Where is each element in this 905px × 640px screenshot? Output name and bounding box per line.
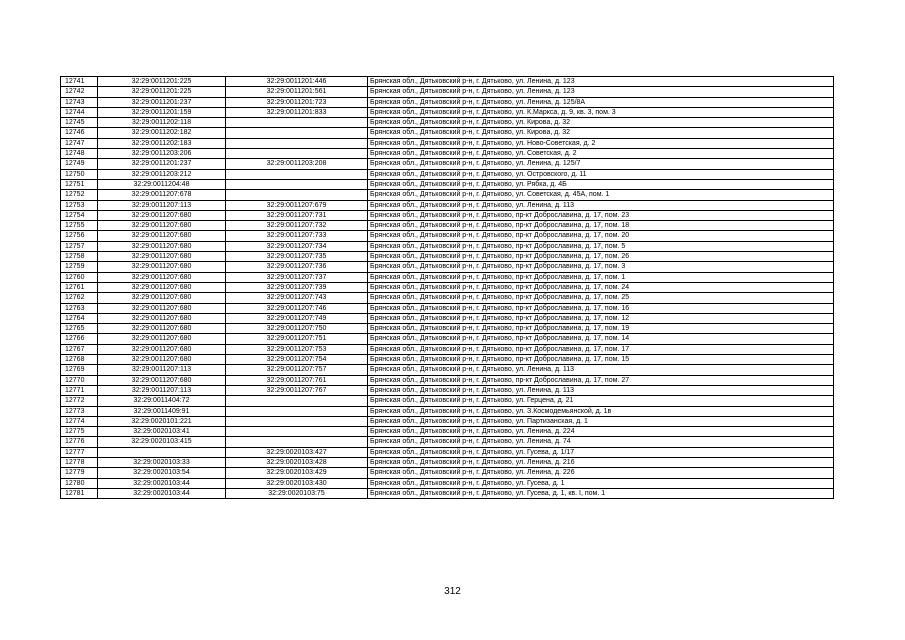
address-cell: Брянская обл., Дятьковский р-н, г. Дятьково, пр-кт Доброславина, д. 17, пом. 26 — [368, 252, 834, 262]
address-cell: Брянская обл., Дятьковский р-н, г. Дятьково, ул. Гусева, д. 1, кв. I, пом. 1 — [368, 488, 834, 498]
address-cell: Брянская обл., Дятьковский р-н, г. Дятьково, пр-кт Доброславина, д. 17, пом. 20 — [368, 231, 834, 241]
row-number-cell: 12748 — [61, 149, 98, 159]
parcel-number-cell: 32:29:0011207:680 — [98, 241, 226, 251]
table-row — [61, 149, 834, 159]
object-number-cell: 32:29:0011207:734 — [226, 241, 368, 251]
parcel-number-cell: 32:29:0020103:41 — [98, 427, 226, 437]
parcel-number-cell — [98, 447, 226, 457]
table-row — [61, 179, 834, 189]
address-cell: Брянская обл., Дятьковский р-н, г. Дятьково, пр-кт Доброславина, д. 17, пом. 12 — [368, 313, 834, 323]
row-number-cell: 12776 — [61, 437, 98, 447]
row-number-cell: 12761 — [61, 282, 98, 292]
parcel-number-cell: 32:29:0011201:159 — [98, 107, 226, 117]
address-cell: Брянская обл., Дятьковский р-н, г. Дятьково, пр-кт Доброславина, д. 17, пом. 1 — [368, 272, 834, 282]
parcel-number-cell: 32:29:0011207:680 — [98, 313, 226, 323]
object-number-cell: 32:29:0011207:736 — [226, 262, 368, 272]
parcel-number-cell: 32:29:0011207:680 — [98, 252, 226, 262]
table-row — [61, 128, 834, 138]
parcel-number-cell: 32:29:0011203:206 — [98, 149, 226, 159]
parcel-number-cell: 32:29:0011207:680 — [98, 210, 226, 220]
object-number-cell: 32:29:0020103:428 — [226, 457, 368, 467]
object-number-cell — [226, 179, 368, 189]
address-cell: Брянская обл., Дятьковский р-н, г. Дятьково, ул. Рябка, д. 4Б — [368, 179, 834, 189]
address-cell: Брянская обл., Дятьковский р-н, г. Дятьково, ул. Советская, д. 2 — [368, 149, 834, 159]
table-row — [61, 406, 834, 416]
parcel-number-cell: 32:29:0011207:113 — [98, 200, 226, 210]
address-cell: Брянская обл., Дятьковский р-н, г. Дятьково, ул. Ленина, д. 113 — [368, 200, 834, 210]
row-number-cell: 12775 — [61, 427, 98, 437]
table-row — [61, 272, 834, 282]
row-number-cell: 12751 — [61, 179, 98, 189]
address-cell: Брянская обл., Дятьковский р-н, г. Дятьково, пр-кт Доброславина, д. 17, пом. 27 — [368, 375, 834, 385]
address-cell: Брянская обл., Дятьковский р-н, г. Дятьково, пр-кт Доброславина, д. 17, пом. 3 — [368, 262, 834, 272]
row-number-cell: 12763 — [61, 303, 98, 313]
row-number-cell: 12759 — [61, 262, 98, 272]
parcel-number-cell: 32:29:0011207:680 — [98, 324, 226, 334]
object-number-cell — [226, 190, 368, 200]
object-number-cell — [226, 406, 368, 416]
address-cell: Брянская обл., Дятьковский р-н, г. Дятьково, пр-кт Доброславина, д. 17, пом. 19 — [368, 324, 834, 334]
table-row — [61, 282, 834, 292]
table-row — [61, 252, 834, 262]
row-number-cell: 12762 — [61, 293, 98, 303]
object-number-cell — [226, 416, 368, 426]
object-number-cell: 32:29:0011207:735 — [226, 252, 368, 262]
row-number-cell: 12757 — [61, 241, 98, 251]
object-number-cell: 32:29:0011207:767 — [226, 385, 368, 395]
row-number-cell: 12770 — [61, 375, 98, 385]
address-cell: Брянская обл., Дятьковский р-н, г. Дятьково, пр-кт Доброславина, д. 17, пом. 24 — [368, 282, 834, 292]
object-number-cell: 32:29:0011207:746 — [226, 303, 368, 313]
row-number-cell: 12744 — [61, 107, 98, 117]
object-number-cell: 32:29:0011201:833 — [226, 107, 368, 117]
table-row — [61, 77, 834, 87]
table-row — [61, 468, 834, 478]
parcel-number-cell: 32:29:0020103:33 — [98, 457, 226, 467]
row-number-cell: 12758 — [61, 252, 98, 262]
parcel-number-cell: 32:29:0011207:680 — [98, 262, 226, 272]
table-row — [61, 190, 834, 200]
address-cell: Брянская обл., Дятьковский р-н, г. Дятьково, пр-кт Доброславина, д. 17, пом. 25 — [368, 293, 834, 303]
address-cell: Брянская обл., Дятьковский р-н, г. Дятьково, ул. Кирова, д. 32 — [368, 128, 834, 138]
address-cell: Брянская обл., Дятьковский р-н, г. Дятьково, пр-кт Доброславина, д. 17, пом. 18 — [368, 221, 834, 231]
parcel-number-cell: 32:29:0020103:44 — [98, 478, 226, 488]
parcel-number-cell: 32:29:0011207:680 — [98, 303, 226, 313]
row-number-cell: 12742 — [61, 87, 98, 97]
parcel-number-cell: 32:29:0011409:91 — [98, 406, 226, 416]
parcel-number-cell: 32:29:0011207:680 — [98, 355, 226, 365]
row-number-cell: 12745 — [61, 118, 98, 128]
address-cell: Брянская обл., Дятьковский р-н, г. Дятьково, ул. Ленина, д. 226 — [368, 468, 834, 478]
parcel-number-cell: 32:29:0011201:237 — [98, 97, 226, 107]
table-row — [61, 303, 834, 313]
table-row — [61, 159, 834, 169]
object-number-cell — [226, 169, 368, 179]
address-cell: Брянская обл., Дятьковский р-н, г. Дятьково, ул. Гусева, д. 1/17 — [368, 447, 834, 457]
parcel-number-cell: 32:29:0011201:225 — [98, 77, 226, 87]
table-row — [61, 324, 834, 334]
table-row — [61, 334, 834, 344]
row-number-cell: 12752 — [61, 190, 98, 200]
parcel-number-cell: 32:29:0011201:225 — [98, 87, 226, 97]
object-number-cell — [226, 118, 368, 128]
parcel-number-cell: 32:29:0011207:680 — [98, 375, 226, 385]
table-row — [61, 97, 834, 107]
address-cell: Брянская обл., Дятьковский р-н, г. Дятьково, ул. Герцена, д. 21 — [368, 396, 834, 406]
row-number-cell: 12749 — [61, 159, 98, 169]
table-row — [61, 437, 834, 447]
object-number-cell: 32:29:0020103:427 — [226, 447, 368, 457]
object-number-cell: 32:29:0011207:749 — [226, 313, 368, 323]
object-number-cell: 32:29:0011207:679 — [226, 200, 368, 210]
object-number-cell — [226, 437, 368, 447]
parcel-number-cell: 32:29:0020103:54 — [98, 468, 226, 478]
object-number-cell — [226, 427, 368, 437]
address-cell: Брянская обл., Дятьковский р-н, г. Дятьково, ул. Партизанская, д. 1 — [368, 416, 834, 426]
table-row — [61, 478, 834, 488]
address-cell: Брянская обл., Дятьковский р-н, г. Дятьково, ул. Советская, д. 45А, пом. 1 — [368, 190, 834, 200]
address-cell: Брянская обл., Дятьковский р-н, г. Дятьково, ул. Ленина, д. 216 — [368, 457, 834, 467]
parcel-number-cell: 32:29:0011207:678 — [98, 190, 226, 200]
parcel-number-cell: 32:29:0011207:680 — [98, 272, 226, 282]
address-cell: Брянская обл., Дятьковский р-н, г. Дятьково, ул. Островского, д. 11 — [368, 169, 834, 179]
table-row — [61, 355, 834, 365]
address-cell: Брянская обл., Дятьковский р-н, г. Дятьково, ул. Ленина, д. 123 — [368, 87, 834, 97]
table-row — [61, 447, 834, 457]
parcel-number-cell: 32:29:0011201:237 — [98, 159, 226, 169]
table-row — [61, 221, 834, 231]
object-number-cell: 32:29:0011207:737 — [226, 272, 368, 282]
object-number-cell: 32:29:0011201:561 — [226, 87, 368, 97]
row-number-cell: 12743 — [61, 97, 98, 107]
parcel-number-cell: 32:29:0011207:113 — [98, 385, 226, 395]
address-cell: Брянская обл., Дятьковский р-н, г. Дятьково, пр-кт Доброславина, д. 17, пом. 17 — [368, 344, 834, 354]
address-cell: Брянская обл., Дятьковский р-н, г. Дятьково, ул. Гусева, д. 1 — [368, 478, 834, 488]
row-number-cell: 12765 — [61, 324, 98, 334]
parcel-number-cell: 32:29:0011207:113 — [98, 365, 226, 375]
object-number-cell: 32:29:0011201:446 — [226, 77, 368, 87]
object-number-cell — [226, 128, 368, 138]
row-number-cell: 12741 — [61, 77, 98, 87]
object-number-cell — [226, 138, 368, 148]
parcel-number-cell: 32:29:0011202:183 — [98, 138, 226, 148]
object-number-cell: 32:29:0011207:751 — [226, 334, 368, 344]
object-number-cell: 32:29:0020103:429 — [226, 468, 368, 478]
row-number-cell: 12778 — [61, 457, 98, 467]
table-row — [61, 457, 834, 467]
row-number-cell: 12755 — [61, 221, 98, 231]
row-number-cell: 12760 — [61, 272, 98, 282]
row-number-cell: 12746 — [61, 128, 98, 138]
address-cell: Брянская обл., Дятьковский р-н, г. Дятьково, пр-кт Доброславина, д. 17, пом. 14 — [368, 334, 834, 344]
parcel-number-cell: 32:29:0020103:415 — [98, 437, 226, 447]
registry-table-body — [61, 77, 834, 499]
parcel-number-cell: 32:29:0011202:118 — [98, 118, 226, 128]
table-row — [61, 488, 834, 498]
parcel-number-cell: 32:29:0011207:680 — [98, 344, 226, 354]
parcel-number-cell: 32:29:0020101:221 — [98, 416, 226, 426]
table-row — [61, 118, 834, 128]
address-cell: Брянская обл., Дятьковский р-н, г. Дятьково, пр-кт Доброславина, д. 17, пом. 23 — [368, 210, 834, 220]
row-number-cell: 12766 — [61, 334, 98, 344]
row-number-cell: 12772 — [61, 396, 98, 406]
row-number-cell: 12781 — [61, 488, 98, 498]
table-row — [61, 87, 834, 97]
row-number-cell: 12769 — [61, 365, 98, 375]
parcel-number-cell: 32:29:0011202:182 — [98, 128, 226, 138]
table-row — [61, 262, 834, 272]
object-number-cell: 32:29:0011207:753 — [226, 344, 368, 354]
row-number-cell: 12768 — [61, 355, 98, 365]
address-cell: Брянская обл., Дятьковский р-н, г. Дятьково, ул. К.Маркса, д. 9, кв. 3, пом. 3 — [368, 107, 834, 117]
row-number-cell: 12780 — [61, 478, 98, 488]
parcel-number-cell: 32:29:0011207:680 — [98, 221, 226, 231]
object-number-cell: 32:29:0011207:732 — [226, 221, 368, 231]
table-row — [61, 293, 834, 303]
address-cell: Брянская обл., Дятьковский р-н, г. Дятьково, ул. Ленина, д. 224 — [368, 427, 834, 437]
parcel-number-cell: 32:29:0020103:44 — [98, 488, 226, 498]
row-number-cell: 12764 — [61, 313, 98, 323]
parcel-number-cell: 32:29:0011204:48 — [98, 179, 226, 189]
table-row — [61, 344, 834, 354]
object-number-cell: 32:29:0011201:723 — [226, 97, 368, 107]
row-number-cell: 12747 — [61, 138, 98, 148]
address-cell: Брянская обл., Дятьковский р-н, г. Дятьково, ул. Ленина, д. 125/8А — [368, 97, 834, 107]
object-number-cell: 32:29:0011207:731 — [226, 210, 368, 220]
parcel-number-cell: 32:29:0011404:72 — [98, 396, 226, 406]
table-row — [61, 241, 834, 251]
parcel-number-cell: 32:29:0011207:680 — [98, 282, 226, 292]
table-row — [61, 200, 834, 210]
row-number-cell: 12773 — [61, 406, 98, 416]
address-cell: Брянская обл., Дятьковский р-н, г. Дятьково, ул. Ленина, д. 113 — [368, 365, 834, 375]
parcel-number-cell: 32:29:0011207:680 — [98, 231, 226, 241]
row-number-cell: 12750 — [61, 169, 98, 179]
table-row — [61, 365, 834, 375]
table-row — [61, 210, 834, 220]
page-number: 312 — [444, 586, 461, 597]
object-number-cell — [226, 396, 368, 406]
object-number-cell: 32:29:0011207:761 — [226, 375, 368, 385]
object-number-cell — [226, 149, 368, 159]
row-number-cell: 12771 — [61, 385, 98, 395]
object-number-cell: 32:29:0011207:743 — [226, 293, 368, 303]
parcel-number-cell: 32:29:0011207:680 — [98, 293, 226, 303]
address-cell: Брянская обл., Дятьковский р-н, г. Дятьково, ул. Ленина, д. 74 — [368, 437, 834, 447]
parcel-number-cell: 32:29:0011203:212 — [98, 169, 226, 179]
address-cell: Брянская обл., Дятьковский р-н, г. Дятьково, ул. Кирова, д. 32 — [368, 118, 834, 128]
address-cell: Брянская обл., Дятьковский р-н, г. Дятьково, пр-кт Доброславина, д. 17, пом. 5 — [368, 241, 834, 251]
parcel-number-cell: 32:29:0011207:680 — [98, 334, 226, 344]
table-row — [61, 107, 834, 117]
table-row — [61, 313, 834, 323]
row-number-cell: 12779 — [61, 468, 98, 478]
table-row — [61, 375, 834, 385]
table-row — [61, 385, 834, 395]
object-number-cell: 32:29:0011207:750 — [226, 324, 368, 334]
row-number-cell: 12774 — [61, 416, 98, 426]
table-row — [61, 427, 834, 437]
address-cell: Брянская обл., Дятьковский р-н, г. Дятьково, ул. Ленина, д. 123 — [368, 77, 834, 87]
object-number-cell: 32:29:0011207:733 — [226, 231, 368, 241]
table-row — [61, 231, 834, 241]
table-row — [61, 138, 834, 148]
table-row — [61, 169, 834, 179]
object-number-cell: 32:29:0011207:739 — [226, 282, 368, 292]
address-cell: Брянская обл., Дятьковский р-н, г. Дятьково, пр-кт Доброславина, д. 17, пом. 16 — [368, 303, 834, 313]
table-row — [61, 396, 834, 406]
registry-table — [60, 76, 834, 499]
row-number-cell: 12777 — [61, 447, 98, 457]
object-number-cell: 32:29:0011203:208 — [226, 159, 368, 169]
address-cell: Брянская обл., Дятьковский р-н, г. Дятьково, ул. Ново-Советская, д. 2 — [368, 138, 834, 148]
row-number-cell: 12754 — [61, 210, 98, 220]
object-number-cell: 32:29:0011207:754 — [226, 355, 368, 365]
object-number-cell: 32:29:0020103:430 — [226, 478, 368, 488]
row-number-cell: 12767 — [61, 344, 98, 354]
address-cell: Брянская обл., Дятьковский р-н, г. Дятьково, ул. З.Космодемьянской, д. 1в — [368, 406, 834, 416]
object-number-cell: 32:29:0020103:75 — [226, 488, 368, 498]
address-cell: Брянская обл., Дятьковский р-н, г. Дятьково, ул. Ленина, д. 125/7 — [368, 159, 834, 169]
address-cell: Брянская обл., Дятьковский р-н, г. Дятьково, ул. Ленина, д. 113 — [368, 385, 834, 395]
row-number-cell: 12756 — [61, 231, 98, 241]
table-row — [61, 416, 834, 426]
address-cell: Брянская обл., Дятьковский р-н, г. Дятьково, пр-кт Доброславина, д. 17, пом. 15 — [368, 355, 834, 365]
row-number-cell: 12753 — [61, 200, 98, 210]
object-number-cell: 32:29:0011207:757 — [226, 365, 368, 375]
